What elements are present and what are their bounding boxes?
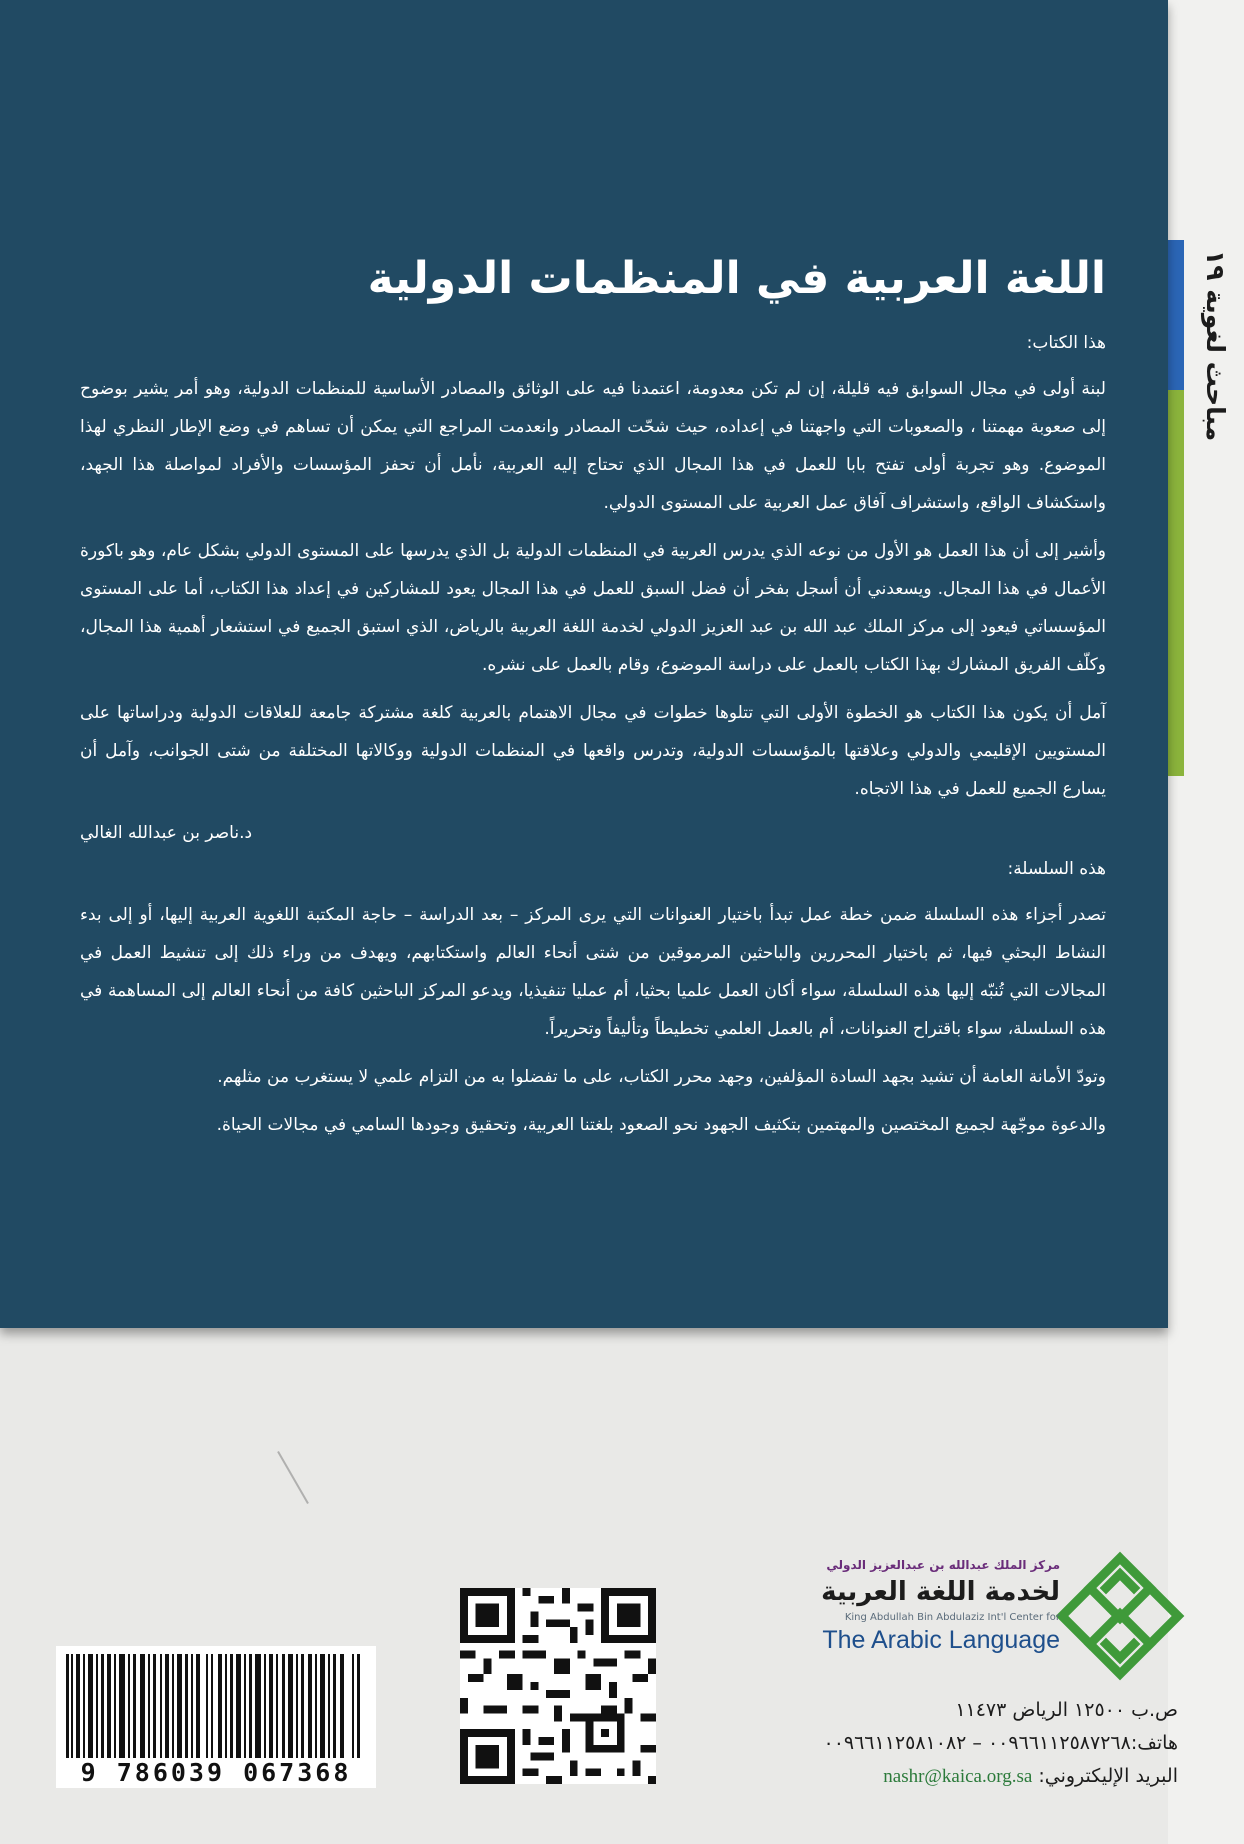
series-label: مباحث لغوية ١٩ — [1201, 250, 1230, 442]
cover-content — [80, 250, 1106, 1154]
book-title: اللغة العربية في المنظمات الدولية — [367, 253, 1106, 304]
series-paragraph: تصدر أجزاء هذه السلسلة ضمن خطة عمل تبدأ باختيار العنوانات التي يرى المركز – بعد الدراسة – حاجة المكتبة اللغوية العربية إليها، أو إلى بدء النشاط البحثي فيها، ثم باختيار المحررين والباحثين المرموقين من شتى أنحاء العالم واستكتابهم، ويهدف من وراء ذلك إلى تنشيط العمل في المجالات التي تُنبّه إليها هذه السلسلة، سواء أكان العمل علميا بحثيا، أم عمليا تنفيذيا، ويدعو المركز الباحثين كافة من أنحاء العالم إلى المساهمة في هذه السلسلة، سواء باقتراح العنوانات، أم بالعمل العلمي تخطيطاً وتأليفاً وتحريراً. — [80, 905, 1106, 1040]
publisher-arabic-name: لخدمة اللغة العربية — [821, 1577, 1060, 1607]
phone-numbers: هاتف:٠٠٩٦٦١١٢٥٨٧٢٦٨ – ٠٠٩٦٦١١٢٥٨١٠٨٢ — [823, 1732, 1178, 1754]
author-signature: د.ناصر بن عبدالله الغالي — [80, 823, 253, 844]
isbn-digits: 9 786039 067368 — [56, 1758, 376, 1788]
publisher-english-small: King Abdullah Bin Abdulaziz Int'l Center for — [844, 1612, 1060, 1624]
series-heading: هذه السلسلة: — [1007, 859, 1106, 880]
book-heading: هذا الكتاب: — [1026, 333, 1106, 354]
contact-info — [700, 1694, 1178, 1793]
email-address[interactable]: nashr@kaica.org.sa — [883, 1766, 1033, 1787]
spine-blue-band — [1168, 240, 1184, 390]
book-paragraph: لبنة أولى في مجال السوابق فيه قليلة، إن لم تكن معدومة، اعتمدنا فيه على الوثائق والمصادر الأساسية للمنظمات الدولية، وهو أمر يشير بوضوح إلى صعوبة مهمتنا ، والصعوبات التي واجهتنا في إعداده، حيث شحّت المصادر وانعدمت المراجع التي يمكن أن تساهم في وضع الإطار النظري لهذا الموضوع. وهو تجربة أولى تفتح بابا للعمل في هذا المجال الذي تحتاج إليه العربية، نأمل أن تحفز المؤسسات والأفراد لمواصلة هذا الجهد، واستكشاف الواقع، واستشراف آفاق عمل العربية على المستوى الدولي. — [80, 379, 1106, 514]
publisher-english-name: The Arabic Language — [822, 1626, 1060, 1655]
publisher-top-line: مركز الملك عبدالله بن عبدالعزيز الدولي — [826, 1558, 1060, 1572]
scratch-mark — [277, 1436, 335, 1504]
publisher-logo-icon — [1054, 1550, 1186, 1682]
spine-green-band — [1168, 390, 1184, 776]
spine-color-strip — [1168, 240, 1184, 776]
publisher-name-block — [780, 1556, 1060, 1655]
book-paragraph: وأشير إلى أن هذا العمل هو الأول من نوعه الذي يدرس العربية في المنظمات الدولية بل الذي يدرسها على المستوى الدولي بشكل عام، وهو باكورة الأعمال في هذا المجال. ويسعدني أن أسجل بفخر أن فضل السبق للعمل في هذا المجال يعود للمشاركين في إعداد هذا الكتاب، أما على المستوى المؤسساتي فيعود إلى مركز الملك عبد الله بن عبد العزيز الدولي لخدمة اللغة العربية بالرياض، الذي استبق الجميع في استشعار أهمية هذا المجال، وكلّف الفريق المشارك بهذا الكتاب بالعمل على دراسة الموضوع، وقام بالعمل على نشره. — [80, 541, 1106, 676]
book-paragraph: آمل أن يكون هذا الكتاب هو الخطوة الأولى التي تتلوها خطوات في مجال الاهتمام بالعربية كلغة مشتركة جامعة للعلاقات الدولية ودراساتها على المستويين الإقليمي والدولي وعلاقتها بالمؤسسات الدولية، وتدرس واقعها في المنظمات الدولية ووكالاتها المختلفة من شتى الجوانب، وآمل أن يسارع الجميع للعمل في هذا الاتجاه. — [80, 703, 1106, 800]
email-label: البريد الإليكتروني: — [1032, 1765, 1178, 1787]
po-box: ص.ب ١٢٥٠٠ الرياض ١١٤٧٣ — [955, 1699, 1178, 1721]
series-paragraph: وتودّ الأمانة العامة أن تشيد بجهد السادة المؤلفين، وجهد محرر الكتاب، على ما تفضلوا به من التزام علمي لا يستغرب من مثلهم. — [217, 1067, 1106, 1088]
series-paragraph: والدعوة موجّهة لجميع المختصين والمهتمين بتكثيف الجهود نحو الصعود بلغتنا العربية، وتحقيق وجودها السامي في مجالات الحياة. — [216, 1115, 1106, 1136]
qr-code[interactable] — [460, 1588, 656, 1784]
email-line — [700, 1760, 1178, 1793]
